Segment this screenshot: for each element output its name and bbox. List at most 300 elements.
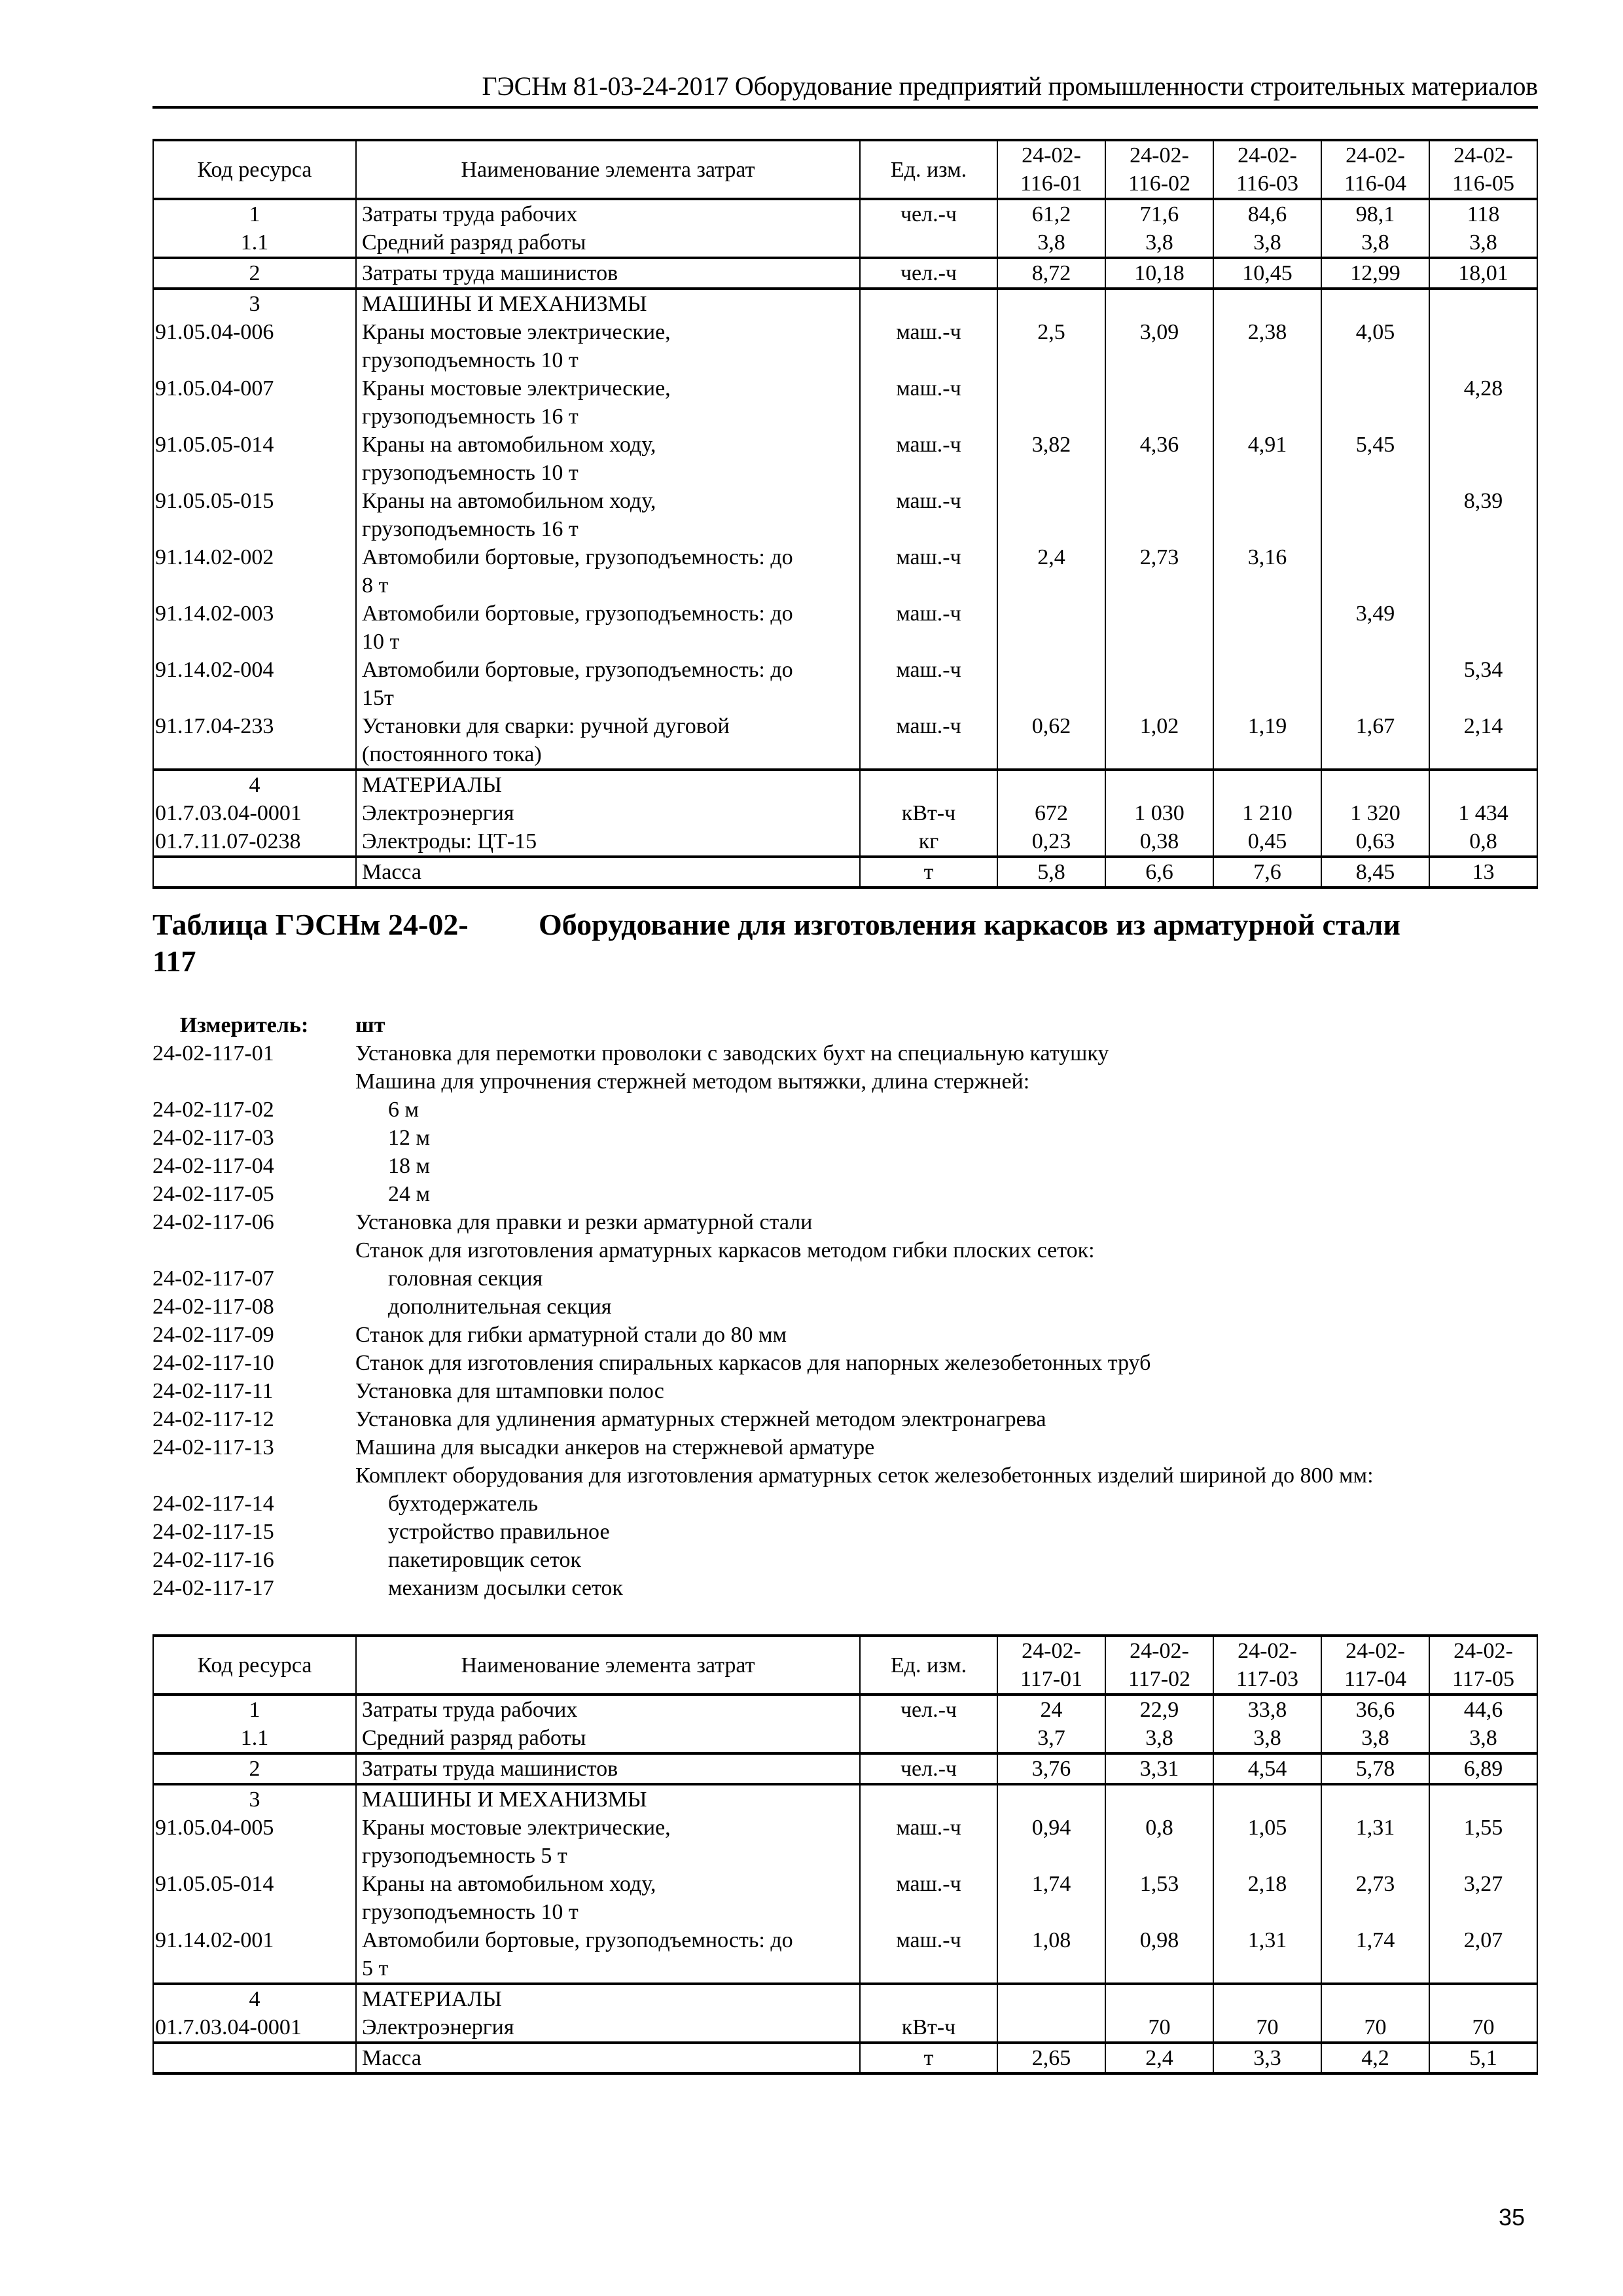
norm-value: 70 [1429, 2013, 1537, 2043]
column-header-norm: 24-02- 116-04 [1321, 140, 1429, 199]
work-code: 24-02-117-12 [152, 1407, 274, 1431]
resource-unit: т [860, 2043, 997, 2073]
norm-value: 2,18 [1213, 1870, 1321, 1926]
norm-value [1105, 487, 1213, 543]
resource-name: Краны мостовые электрические, грузоподъемность 10 т [356, 318, 860, 374]
norm-value: 3,76 [997, 1753, 1105, 1784]
work-description: Станок для изготовления спиральных каркасов для напорных железобетонных труб [355, 1351, 1151, 1375]
norm-value [1213, 1784, 1321, 1814]
work-description: Установка для штамповки полос [355, 1379, 664, 1403]
norm-value: 12,99 [1321, 258, 1429, 289]
table-row [153, 600, 1537, 656]
norm-value: 0,98 [1105, 1926, 1213, 1984]
resource-name: Электроэнергия [356, 799, 860, 827]
work-description: устройство правильное [388, 1520, 610, 1544]
resource-name: Затраты труда машинистов [356, 258, 860, 289]
norm-value: 5,34 [1429, 656, 1537, 712]
section-heading: МАШИНЫ И МЕХАНИЗМЫ [356, 289, 860, 318]
table-row [153, 1870, 1537, 1926]
resource-name: Установки для сварки: ручной дуговой (постоянного тока) [356, 712, 860, 770]
resource-code: 3 [153, 1784, 356, 1814]
resource-code: 91.14.02-001 [153, 1926, 356, 1984]
norm-value: 3,8 [1105, 1724, 1213, 1753]
norm-value: 1,53 [1105, 1870, 1213, 1926]
work-code: 24-02-117-01 [152, 1041, 274, 1066]
column-header-norm: 24-02- 116-03 [1213, 140, 1321, 199]
resource-code: 91.05.05-014 [153, 431, 356, 487]
norm-value: 3,31 [1105, 1753, 1213, 1784]
work-item [152, 1518, 1538, 1546]
table-row [153, 374, 1537, 431]
work-description: Станок для изготовления арматурных каркасов методом гибки плоских сеток: [355, 1238, 1095, 1263]
column-header-norm: 24-02- 117-04 [1321, 1636, 1429, 1695]
norm-value: 2,4 [1105, 2043, 1213, 2073]
resource-name: Электроды: ЦТ-15 [356, 827, 860, 857]
norm-value [1429, 770, 1537, 799]
resource-unit: маш.-ч [860, 712, 997, 770]
resource-name: Автомобили бортовые, грузоподъемность: до 15т [356, 656, 860, 712]
norm-value: 22,9 [1105, 1695, 1213, 1724]
norm-value: 71,6 [1105, 199, 1213, 228]
norm-value: 4,54 [1213, 1753, 1321, 1784]
table-row-section [153, 1984, 1537, 2013]
resource-code: 91.14.02-002 [153, 543, 356, 600]
norm-value [1105, 1984, 1213, 2013]
section-heading: МАТЕРИАЛЫ [356, 770, 860, 799]
work-group [152, 1236, 1538, 1265]
resource-unit [860, 1724, 997, 1753]
table-row [153, 799, 1537, 827]
resource-unit: маш.-ч [860, 543, 997, 600]
resource-code: 01.7.11.07-0238 [153, 827, 356, 857]
norm-value: 10,45 [1213, 258, 1321, 289]
section-heading: МАШИНЫ И МЕХАНИЗМЫ [356, 1784, 860, 1814]
norm-value: 10,18 [1105, 258, 1213, 289]
norm-value: 70 [1321, 2013, 1429, 2043]
work-item [152, 1039, 1538, 1067]
table-row-section [153, 1784, 1537, 1814]
work-item [152, 1293, 1538, 1321]
norm-value: 5,1 [1429, 2043, 1537, 2073]
work-description: 18 м [388, 1154, 431, 1178]
table-row-mass [153, 2043, 1537, 2073]
work-item [152, 1405, 1538, 1433]
work-description: Комплект оборудования для изготовления арматурных сеток железобетонных изделий шириной до 800 мм: [355, 1463, 1374, 1488]
norm-value [1321, 1984, 1429, 2013]
resource-name: Затраты труда рабочих [356, 1695, 860, 1724]
norm-value: 3,8 [1213, 228, 1321, 258]
section-title [152, 906, 1538, 980]
norm-value: 61,2 [997, 199, 1105, 228]
resource-unit: маш.-ч [860, 1926, 997, 1984]
norm-value: 98,1 [1321, 199, 1429, 228]
resource-unit: чел.-ч [860, 1695, 997, 1724]
resource-name: Средний разряд работы [356, 228, 860, 258]
resource-code: 91.05.04-006 [153, 318, 356, 374]
resource-table-116 [152, 139, 1538, 889]
norm-value: 1 434 [1429, 799, 1537, 827]
norm-value: 2,07 [1429, 1926, 1537, 1984]
work-description: Станок для гибки арматурной стали до 80 мм [355, 1323, 787, 1347]
norm-value: 3,09 [1105, 318, 1213, 374]
work-item [152, 1574, 1538, 1602]
norm-value: 6,6 [1105, 857, 1213, 888]
column-header-name: Наименование элемента затрат [356, 1636, 860, 1695]
work-item [152, 1124, 1538, 1152]
norm-value: 1,08 [997, 1926, 1105, 1984]
norm-value: 1 030 [1105, 799, 1213, 827]
norm-value [997, 289, 1105, 318]
norm-value: 8,72 [997, 258, 1105, 289]
table-row-mass [153, 857, 1537, 888]
table-row-section [153, 289, 1537, 318]
norm-value: 1,19 [1213, 712, 1321, 770]
work-code: 24-02-117-05 [152, 1182, 274, 1206]
table-row [153, 431, 1537, 487]
norm-value [1429, 289, 1537, 318]
norm-value [1429, 1984, 1537, 2013]
resource-unit: чел.-ч [860, 1753, 997, 1784]
page-header: ГЭСНм 81-03-24-2017 Оборудование предприятий промышленности строительных материалов [152, 71, 1538, 109]
work-description: 24 м [388, 1182, 431, 1206]
norm-value: 0,23 [997, 827, 1105, 857]
norm-value: 4,05 [1321, 318, 1429, 374]
resource-code: 4 [153, 1984, 356, 2013]
norm-value [1321, 487, 1429, 543]
work-code: 24-02-117-07 [152, 1266, 274, 1291]
norm-value [1105, 289, 1213, 318]
norm-value: 0,62 [997, 712, 1105, 770]
work-item [152, 1490, 1538, 1518]
column-header-norm: 24-02- 116-05 [1429, 140, 1537, 199]
resource-name: Краны на автомобильном ходу, грузоподъемность 10 т [356, 431, 860, 487]
norm-value: 0,63 [1321, 827, 1429, 857]
norm-value: 2,65 [997, 2043, 1105, 2073]
norm-value [997, 1984, 1105, 2013]
meter-label: Измеритель: [179, 1013, 309, 1037]
norm-value [997, 770, 1105, 799]
work-code [152, 1236, 355, 1265]
table-number: Таблица ГЭСНм 24-02- 117 [152, 908, 469, 978]
resource-code: 1.1 [153, 1724, 356, 1753]
work-description: механизм досылки сеток [388, 1576, 623, 1600]
resource-unit: маш.-ч [860, 600, 997, 656]
norm-value: 2,4 [997, 543, 1105, 600]
resource-code: 1 [153, 199, 356, 228]
norm-value [1213, 374, 1321, 431]
norm-value [1321, 289, 1429, 318]
resource-table-117 [152, 1634, 1538, 2075]
norm-value [1321, 543, 1429, 600]
table-row [153, 318, 1537, 374]
work-description: Установка для правки и резки арматурной стали [355, 1210, 813, 1234]
norm-value: 18,01 [1429, 258, 1537, 289]
norm-value [997, 487, 1105, 543]
norm-value: 1,05 [1213, 1814, 1321, 1870]
resource-code [153, 2043, 356, 2073]
norm-value [1321, 770, 1429, 799]
resource-name: Краны на автомобильном ходу, грузоподъемность 16 т [356, 487, 860, 543]
resource-code: 91.14.02-003 [153, 600, 356, 656]
norm-value [1429, 543, 1537, 600]
resource-unit: кВт-ч [860, 2013, 997, 2043]
work-item [152, 1321, 1538, 1349]
norm-value: 0,45 [1213, 827, 1321, 857]
resource-name: Автомобили бортовые, грузоподъемность: до 5 т [356, 1926, 860, 1984]
norm-value [1213, 600, 1321, 656]
norm-value [1213, 656, 1321, 712]
resource-code: 3 [153, 289, 356, 318]
norm-value: 1,74 [1321, 1926, 1429, 1984]
resource-code: 1 [153, 1695, 356, 1724]
resource-code: 2 [153, 1753, 356, 1784]
work-code [152, 1462, 355, 1490]
work-group [152, 1462, 1538, 1490]
norm-value: 3,7 [997, 1724, 1105, 1753]
resource-code: 2 [153, 258, 356, 289]
work-item [152, 1349, 1538, 1377]
norm-value [1105, 374, 1213, 431]
work-code: 24-02-117-06 [152, 1210, 274, 1234]
norm-value: 3,82 [997, 431, 1105, 487]
norm-value: 3,8 [1429, 1724, 1537, 1753]
norm-value [1105, 600, 1213, 656]
work-item [152, 1433, 1538, 1462]
table-row [153, 487, 1537, 543]
norm-value: 36,6 [1321, 1695, 1429, 1724]
norm-value: 4,91 [1213, 431, 1321, 487]
norm-value: 3,3 [1213, 2043, 1321, 2073]
table-name: Оборудование для изготовления каркасов из арматурной стали [539, 908, 1400, 941]
norm-value [1213, 770, 1321, 799]
norm-value: 24 [997, 1695, 1105, 1724]
resource-unit: кВт-ч [860, 799, 997, 827]
work-code: 24-02-117-02 [152, 1098, 274, 1122]
table-row [153, 1814, 1537, 1870]
resource-name: Масса [356, 857, 860, 888]
table-row [153, 827, 1537, 857]
norm-value: 0,8 [1105, 1814, 1213, 1870]
table-row [153, 543, 1537, 600]
work-list [152, 1011, 1538, 1602]
table-row [153, 258, 1537, 289]
norm-value [1105, 656, 1213, 712]
resource-code: 91.17.04-233 [153, 712, 356, 770]
norm-value [997, 600, 1105, 656]
norm-value [1213, 487, 1321, 543]
resource-name: Краны на автомобильном ходу, грузоподъемность 10 т [356, 1870, 860, 1926]
norm-value: 3,16 [1213, 543, 1321, 600]
norm-value: 1,55 [1429, 1814, 1537, 1870]
norm-value: 8,45 [1321, 857, 1429, 888]
resource-unit [860, 770, 997, 799]
resource-unit [860, 1984, 997, 2013]
table-header-row [153, 140, 1537, 199]
norm-value: 3,8 [1429, 228, 1537, 258]
resource-code: 91.05.04-005 [153, 1814, 356, 1870]
norm-value: 3,8 [1321, 1724, 1429, 1753]
norm-value: 4,28 [1429, 374, 1537, 431]
norm-value [1321, 1784, 1429, 1814]
norm-value: 7,6 [1213, 857, 1321, 888]
column-header-norm: 24-02- 116-02 [1105, 140, 1213, 199]
norm-value: 672 [997, 799, 1105, 827]
norm-value: 2,73 [1321, 1870, 1429, 1926]
resource-name: Затраты труда машинистов [356, 1753, 860, 1784]
resource-unit [860, 289, 997, 318]
table-row [153, 2013, 1537, 2043]
resource-name: Электроэнергия [356, 2013, 860, 2043]
work-code: 24-02-117-11 [152, 1379, 274, 1403]
table-row [153, 712, 1537, 770]
resource-unit: маш.-ч [860, 431, 997, 487]
column-header-norm: 24-02- 117-02 [1105, 1636, 1213, 1695]
work-item [152, 1208, 1538, 1236]
work-description: дополнительная секция [388, 1295, 612, 1319]
norm-value: 33,8 [1213, 1695, 1321, 1724]
norm-value: 4,36 [1105, 431, 1213, 487]
norm-value: 1,31 [1213, 1926, 1321, 1984]
norm-value: 1,74 [997, 1870, 1105, 1926]
resource-unit: т [860, 857, 997, 888]
norm-value: 84,6 [1213, 199, 1321, 228]
norm-value: 118 [1429, 199, 1537, 228]
norm-value [997, 374, 1105, 431]
norm-value: 3,8 [1321, 228, 1429, 258]
norm-value: 70 [1213, 2013, 1321, 2043]
resource-unit [860, 1784, 997, 1814]
norm-value [1105, 1784, 1213, 1814]
work-item [152, 1546, 1538, 1574]
norm-value [1429, 318, 1537, 374]
norm-value: 44,6 [1429, 1695, 1537, 1724]
work-code: 24-02-117-14 [152, 1492, 274, 1516]
column-header-norm: 24-02- 117-03 [1213, 1636, 1321, 1695]
column-header-code: Код ресурса [153, 1636, 356, 1695]
norm-value: 3,27 [1429, 1870, 1537, 1926]
resource-name: Автомобили бортовые, грузоподъемность: до 10 т [356, 600, 860, 656]
norm-value: 0,94 [997, 1814, 1105, 1870]
table-row [153, 1926, 1537, 1984]
column-header-norm: 24-02- 116-01 [997, 140, 1105, 199]
work-code: 24-02-117-13 [152, 1435, 274, 1460]
resource-code: 91.05.05-015 [153, 487, 356, 543]
resource-unit: маш.-ч [860, 656, 997, 712]
table-row-section [153, 770, 1537, 799]
norm-value: 0,38 [1105, 827, 1213, 857]
column-header-code: Код ресурса [153, 140, 356, 199]
norm-value: 5,45 [1321, 431, 1429, 487]
column-header-unit: Ед. изм. [860, 140, 997, 199]
column-header-norm: 24-02- 117-01 [997, 1636, 1105, 1695]
work-item [152, 1377, 1538, 1405]
work-item [152, 1180, 1538, 1208]
norm-value: 2,73 [1105, 543, 1213, 600]
work-item [152, 1152, 1538, 1180]
norm-value: 4,2 [1321, 2043, 1429, 2073]
resource-code: 91.14.02-004 [153, 656, 356, 712]
norm-value [1429, 1784, 1537, 1814]
resource-name: Масса [356, 2043, 860, 2073]
work-code: 24-02-117-16 [152, 1548, 274, 1572]
work-description: 6 м [388, 1098, 419, 1122]
resource-unit: чел.-ч [860, 258, 997, 289]
resource-code: 01.7.03.04-0001 [153, 799, 356, 827]
norm-value: 3,8 [997, 228, 1105, 258]
work-item [152, 1265, 1538, 1293]
work-description: 12 м [388, 1126, 431, 1150]
table-row [153, 1695, 1537, 1724]
norm-value [997, 656, 1105, 712]
norm-value: 3,8 [1105, 228, 1213, 258]
norm-value [1429, 600, 1537, 656]
norm-value: 70 [1105, 2013, 1213, 2043]
resource-name: Автомобили бортовые, грузоподъемность: до 8 т [356, 543, 860, 600]
norm-value: 2,14 [1429, 712, 1537, 770]
norm-value: 3,8 [1213, 1724, 1321, 1753]
resource-unit: маш.-ч [860, 1814, 997, 1870]
work-description: Установка для перемотки проволоки с заводских бухт на специальную катушку [355, 1041, 1109, 1066]
meter-unit: шт [355, 1013, 385, 1037]
table-row [153, 1724, 1537, 1753]
resource-name: Затраты труда рабочих [356, 199, 860, 228]
norm-value: 6,89 [1429, 1753, 1537, 1784]
work-description: Машина для упрочнения стержней методом вытяжки, длина стержней: [355, 1069, 1030, 1094]
resource-unit: кг [860, 827, 997, 857]
resource-code: 1.1 [153, 228, 356, 258]
work-code: 24-02-117-08 [152, 1295, 274, 1319]
resource-name: Краны мостовые электрические, грузоподъемность 16 т [356, 374, 860, 431]
norm-value [997, 2013, 1105, 2043]
resource-code: 4 [153, 770, 356, 799]
meter-row [152, 1011, 1538, 1039]
norm-value: 1 320 [1321, 799, 1429, 827]
norm-value: 1,67 [1321, 712, 1429, 770]
resource-unit: маш.-ч [860, 487, 997, 543]
table-header-row [153, 1636, 1537, 1695]
page-number: 35 [1499, 2204, 1525, 2231]
work-code: 24-02-117-15 [152, 1520, 274, 1544]
column-header-name: Наименование элемента затрат [356, 140, 860, 199]
section-heading: МАТЕРИАЛЫ [356, 1984, 860, 2013]
norm-value [1321, 374, 1429, 431]
norm-value: 5,78 [1321, 1753, 1429, 1784]
work-description: Установка для удлинения арматурных стержней методом электронагрева [355, 1407, 1046, 1431]
norm-value [1213, 289, 1321, 318]
norm-value: 1 210 [1213, 799, 1321, 827]
work-code: 24-02-117-04 [152, 1154, 274, 1178]
table-row [153, 1753, 1537, 1784]
resource-code [153, 857, 356, 888]
work-description: Машина для высадки анкеров на стержневой арматуре [355, 1435, 875, 1460]
resource-unit: чел.-ч [860, 199, 997, 228]
column-header-unit: Ед. изм. [860, 1636, 997, 1695]
work-code: 24-02-117-17 [152, 1576, 274, 1600]
norm-value [1429, 431, 1537, 487]
norm-value [1321, 656, 1429, 712]
table-row [153, 656, 1537, 712]
norm-value: 2,38 [1213, 318, 1321, 374]
norm-value [997, 1784, 1105, 1814]
work-description: пакетировщик сеток [388, 1548, 582, 1572]
norm-value: 2,5 [997, 318, 1105, 374]
work-group [152, 1067, 1538, 1096]
resource-unit [860, 228, 997, 258]
work-description: головная секция [388, 1266, 543, 1291]
resource-name: Средний разряд работы [356, 1724, 860, 1753]
norm-value: 3,49 [1321, 600, 1429, 656]
work-code: 24-02-117-09 [152, 1323, 274, 1347]
